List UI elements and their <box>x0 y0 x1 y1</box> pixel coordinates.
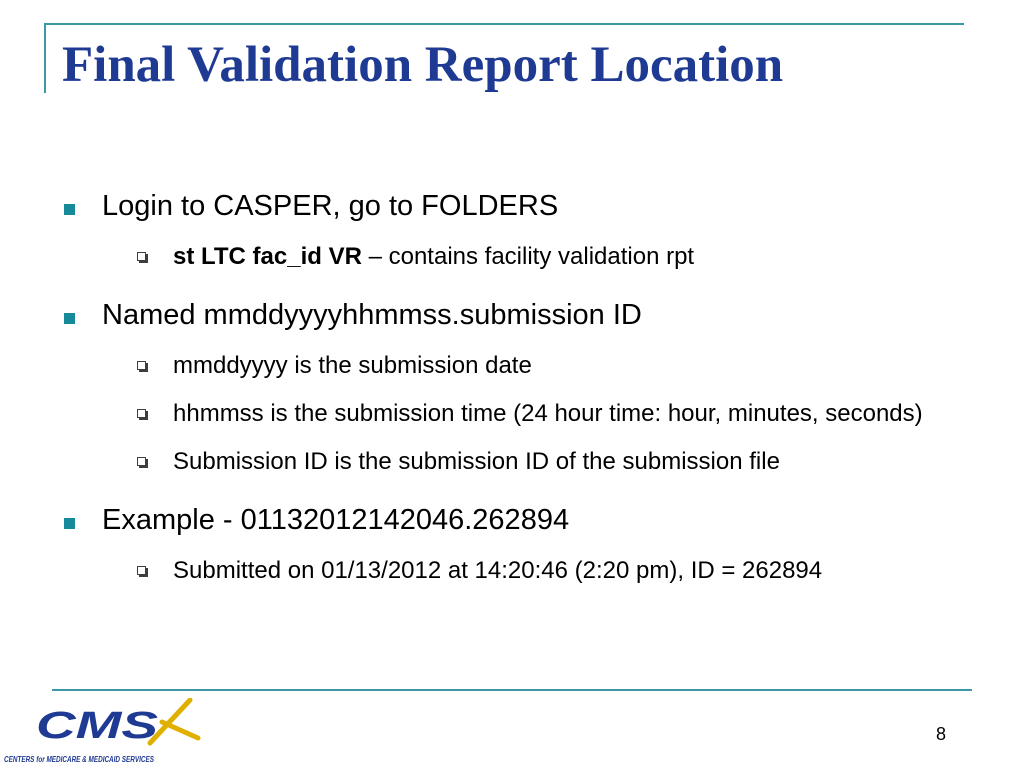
folder-name: st LTC fac_id VR <box>173 243 362 270</box>
page-number: 8 <box>935 724 946 744</box>
hollow-square-bullet-icon <box>137 457 146 466</box>
sub-bullet-date <box>137 349 942 382</box>
sub-bullet-text: hhmmss is the submission time (24 hour time: hour, minutes, seconds) <box>173 400 923 427</box>
square-bullet-icon <box>64 204 75 215</box>
bullet-naming <box>62 295 942 335</box>
hollow-square-bullet-icon <box>137 361 146 370</box>
title-frame-top-rule <box>44 23 964 25</box>
bullet-text: Example - 01132012142046.262894 <box>102 504 570 536</box>
footer-rule <box>52 689 972 691</box>
cms-wordmark: CMS <box>36 705 158 747</box>
bullet-login <box>62 186 942 226</box>
sub-bullet-text: Submitted on 01/13/2012 at 14:20:46 (2:20 pm), ID = 262894 <box>173 557 823 584</box>
bullet-text: Named mmddyyyyhhmmss.submission ID <box>102 299 642 331</box>
sub-bullet-text: mmddyyyy is the submission date <box>173 352 532 379</box>
square-bullet-icon <box>64 313 75 324</box>
sub-bullet-example-detail <box>137 554 942 587</box>
slide-body <box>62 186 942 587</box>
square-bullet-icon <box>64 518 75 529</box>
bullet-text: Login to CASPER, go to FOLDERS <box>102 190 559 222</box>
slide-title: Final Validation Report Location <box>62 37 784 93</box>
cms-tagline: CENTERS for MEDICARE & MEDICAID SERVICES <box>4 755 155 764</box>
sub-bullet-text: – contains facility validation rpt <box>361 243 695 270</box>
hollow-square-bullet-icon <box>137 252 146 261</box>
sub-bullet-submission-id <box>137 445 942 478</box>
cms-logo <box>0 698 205 768</box>
hollow-square-bullet-icon <box>137 566 146 575</box>
hollow-square-bullet-icon <box>137 409 146 418</box>
title-frame-left-rule <box>44 23 46 93</box>
sub-bullet-text: Submission ID is the submission ID of the submission file <box>173 448 780 475</box>
sub-bullet-time <box>137 397 942 430</box>
bullet-example <box>62 500 942 540</box>
sub-bullet-folder <box>137 240 942 273</box>
